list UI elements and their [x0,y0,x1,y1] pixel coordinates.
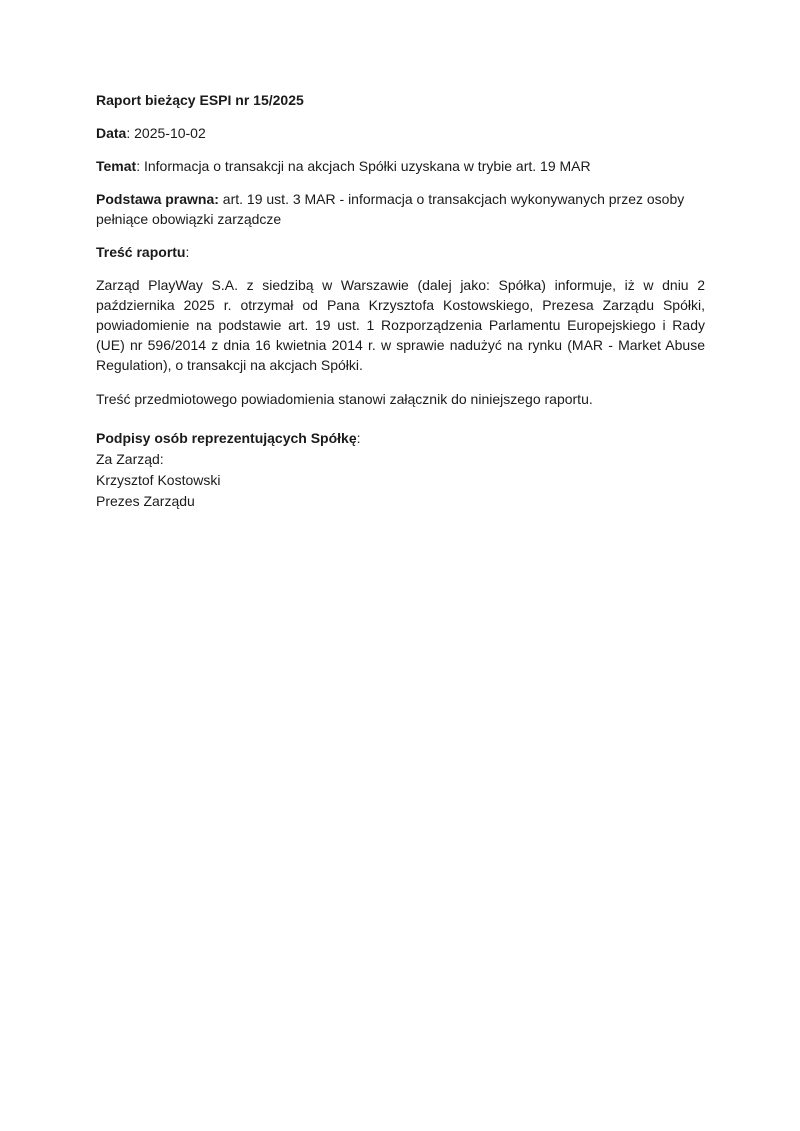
report-body-heading [96,242,705,262]
signature-line-role: Prezes Zarządu [96,493,195,509]
report-body-paragraph: Zarząd PlayWay S.A. z siedzibą w Warszawie (dalej jako: Spółka) informuje, iż w dniu 2 października 2025 r. otrzymał od Pana Krzysztofa Kostowskiego, Prezesa Zarządu Spółki, powiadomienie na podstawie art. 19 ust. 1 Rozporządzenia Parlamentu Europejskiego i Rady (UE) nr 596/2014 z dnia 16 kwietnia 2014 r. w sprawie nadużyć na rynku (MAR - Market Abuse Regulation), o transakcji na akcjach Spółki. [96,277,705,373]
signatures-block [96,428,705,512]
signatures-heading-label: Podpisy osób reprezentujących Spółkę [96,430,357,446]
field-date-label: Data [96,125,127,141]
field-subject-label: Temat [96,158,137,174]
field-date-value: : 2025-10-02 [126,125,206,141]
signatures-heading [96,428,705,449]
field-date [96,123,705,143]
report-content [0,0,800,512]
field-legal-basis [96,189,705,229]
signature-line-za-zarzad: Za Zarząd: [96,451,164,467]
signature-line-name: Krzysztof Kostowski [96,472,221,488]
attachment-note: Treść przedmiotowego powiadomienia stanowi załącznik do niniejszego raportu. [96,391,593,407]
report-body-heading-label: Treść raportu [96,244,186,260]
field-subject-value: : Informacja o transakcji na akcjach Spółki uzyskana w trybie art. 19 MAR [136,158,591,174]
field-legal-basis-value: art. 19 ust. 3 MAR - informacja o transakcjach wykonywanych przez osoby pełniące obowiązki zarządcze [96,191,685,227]
signatures-heading-colon: : [356,430,361,446]
field-subject [96,156,705,176]
field-legal-basis-label: Podstawa prawna: [96,191,219,207]
report-body-heading-colon: : [185,244,190,260]
report-title: Raport bieżący ESPI nr 15/2025 [96,92,304,108]
